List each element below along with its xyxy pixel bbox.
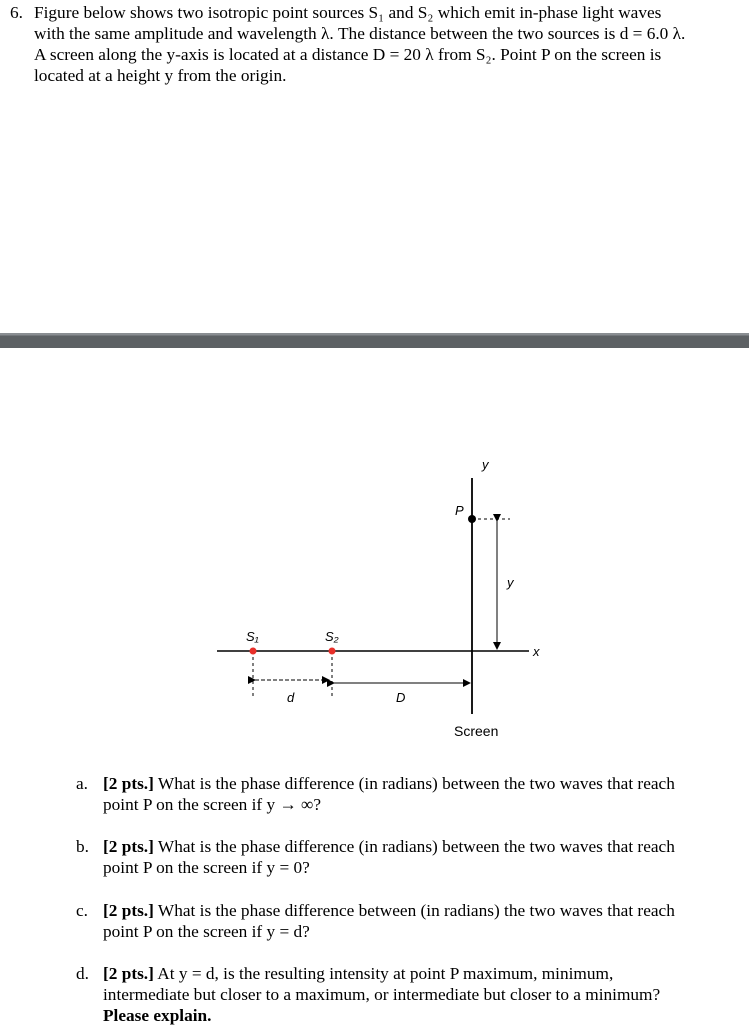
problem-line-1: Figure below shows two isotropic point sources S₁ and S₂ which emit in-phase light waves (34, 3, 662, 22)
question-d-points: [2 pts.] (103, 964, 154, 983)
question-a-line-1-text: What is the phase difference (in radians) between the two waves that reach (157, 774, 675, 793)
question-a-text (103, 773, 743, 815)
question-b-points: [2 pts.] (103, 837, 154, 856)
question-b-line-1-text: What is the phase difference (in radians) between the two waves that reach (157, 837, 675, 856)
p-label: P (455, 503, 464, 518)
question-b-line-1 (103, 836, 743, 857)
question-a-line-1 (103, 773, 743, 794)
y-axis-label: y (482, 457, 489, 472)
question-b-text (103, 836, 743, 878)
question-d-line-1-text: At y = d, is the resulting intensity at point P maximum, minimum, (157, 964, 614, 983)
question-b-label: b. (76, 837, 89, 856)
problem-line-4: located at a height y from the origin. (34, 66, 287, 85)
problem-number: 6. (10, 3, 23, 22)
s2-label: S₂ (325, 629, 339, 644)
question-a-label: a. (76, 774, 88, 793)
question-d-line-2: intermediate but closer to a maximum, or intermediate but closer to a minimum? (103, 985, 661, 1004)
question-d-line-3: Please explain. (103, 1006, 212, 1025)
question-c-points: [2 pts.] (103, 901, 154, 920)
x-axis-label: x (533, 644, 540, 659)
point-p (468, 515, 476, 523)
question-c-label: c. (76, 901, 88, 920)
question-c-line-2: point P on the screen if y = d? (103, 922, 310, 941)
question-d-text (103, 963, 743, 1026)
question-a-points: [2 pts.] (103, 774, 154, 793)
question-b-line-2: point P on the screen if y = 0? (103, 858, 310, 877)
y-height-label: y (507, 575, 514, 590)
question-c-line-1-text: What is the phase difference between (in radians) the two waves that reach (157, 901, 675, 920)
d-label: d (287, 690, 295, 705)
question-d-label: d. (76, 964, 89, 983)
question-c-text (103, 900, 743, 942)
D-label: D (396, 690, 406, 705)
problem-line-3: A screen along the y-axis is located at a distance D = 20 λ from S₂. Point P on the screen is (34, 45, 662, 64)
source-s2 (329, 648, 336, 655)
screen-label: Screen (454, 723, 499, 739)
source-s1 (250, 648, 257, 655)
s1-label: S₁ (246, 629, 259, 644)
problem-line-2: with the same amplitude and wavelength λ. The distance between the two sources is d = 6.0 λ. (34, 24, 686, 43)
question-a-line-2: point P on the screen if y → ∞? (103, 795, 322, 814)
question-c-line-1 (103, 900, 743, 921)
question-d-line-1 (103, 963, 743, 984)
